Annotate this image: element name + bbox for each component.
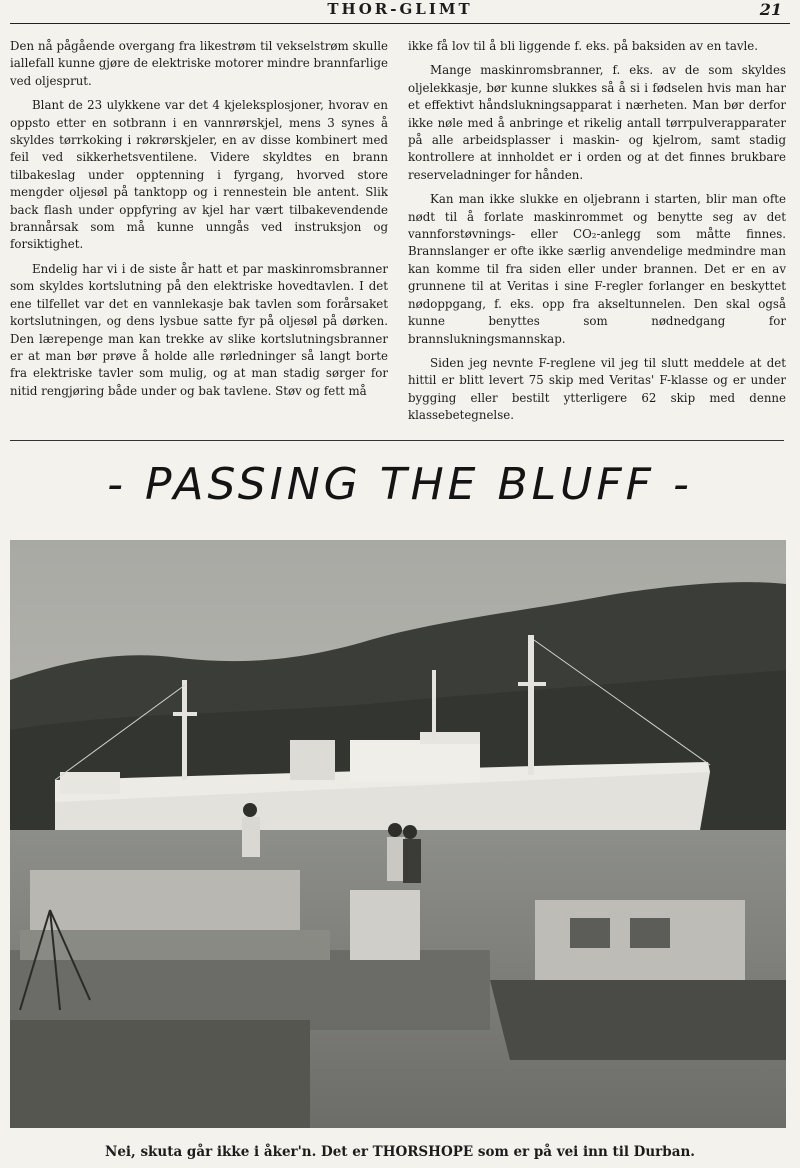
article-paragraph: Endelig har vi i de siste år hatt et par maskinromsbranner som skyldes kortslutning på den elektriske hovedtavlen. I det ene tilfellet var det en vannlekasje bak tavlen som forårsaket kortslutningen, og dens lysbue satte fyr på oljesøl på dørken. Den lærepenge man kan trekke av slike kortslutningsbranner er at man bør prøve å holde alle rørledninger så langt borte fra elektriske tavler som mulig, og at man stadig sørger for nitid rengjøring både under og bak tavlene. Støv og fett må — [10, 261, 388, 398]
magazine-title: THOR-GLIMT — [327, 0, 473, 18]
article-left-column — [10, 38, 388, 430]
section-divider — [10, 440, 784, 441]
article-paragraph: Den nå pågående overgang fra likestrøm til vekselstrøm skulle iallefall kunne gjøre de elektriske motorer mindre brannfarlige ved oljesprut. — [10, 39, 388, 88]
pier-deck — [10, 950, 490, 1030]
boat-cabin-left — [30, 870, 300, 940]
worker-head — [388, 823, 402, 837]
feature-headline: - PASSING THE BLUFF - — [107, 459, 693, 510]
page-number: 21 — [759, 0, 782, 19]
tug-window — [630, 918, 670, 948]
tug-hull — [490, 980, 786, 1060]
worker-body — [387, 837, 405, 881]
harbour-photo — [10, 540, 786, 1128]
fore-mast-yard — [518, 682, 546, 686]
ship-funnel — [290, 740, 335, 780]
fore-mast — [528, 635, 534, 775]
article-paragraph: Blant de 23 ulykkene var det 4 kjeleksplosjoner, hvorav en oppsto etter en sotbrann i en vannrørskjel, mens 3 synes å skyldes tørrkoking i røkrørskjeler, en av disse kombinert med feil ved sikkerhetsventilene. Videre skyldtes en brann tilbakeslag under opptenning i fyrgang, hvorved store mengder oljesøl på tanktopp og i rennestein ble antent. Slik back flash under oppfyring av kjel har vært tilbakevendende brannårsak som må kunne unngås ved instruksjon og forsiktighet. — [10, 98, 388, 252]
caption-ship-name: THORSHOPE — [372, 1144, 474, 1160]
article-paragraph: Kan man ikke slukke en oljebrann i starten, blir man ofte nødt til å forlate maskinrommet og benytte seg av det vannforstøvnings- eller CO₂-anlegg som måtte finnes. Brannslanger er ofte ikke særlig anvendelige medmindre man kan komme til fra siden eller under brannen. Det er en av grunnene til at Veritas i sine F-regler forlanger en beskyttet nødoppgang, f. eks. opp fra akseltunnelen. Den skal også kunne benyttes som nødnedgang for brannslukningsmannskap. — [408, 192, 786, 346]
article-columns — [10, 38, 786, 430]
article-paragraph: Siden jeg nevnte F-reglene vil jeg til slutt meddele at det hittil er blitt levert 75 skip med Veritas' F-klasse og er under bygging eller bestilt ytterligere 62 skip med denne klassebetegnelse. — [408, 355, 786, 423]
article-paragraph: Mange maskinromsbranner, f. eks. av de som skyldes oljelekkasje, bør kunne slukkes så å si i fødselen hvis man har et effektivt håndslukningsapparat i nærheten. Man bør derfor ikke nøle med å anbringe et rikelig antall tørrpulverapparater på alle arbeidsplasser i maskin- og kjelrom, samt stadig kontrollere at innholdet er i orden og at det finnes brukbare reserveladninger for hånden. — [408, 63, 786, 182]
pier-block — [10, 1020, 310, 1128]
worker-body — [403, 839, 421, 883]
worker-head — [403, 825, 417, 839]
photo-caption — [0, 1140, 800, 1164]
ship-photo-illustration — [10, 540, 786, 1128]
caption-text: Nei, skuta går ikke i åker'n. Det er — [105, 1144, 373, 1160]
ship-bridge — [420, 732, 480, 744]
ship-aft-house — [60, 772, 120, 794]
caption-text: som er på vei inn til Durban. — [473, 1144, 695, 1160]
oil-drum — [350, 890, 420, 960]
article-right-column — [408, 38, 786, 430]
aft-mast-yard — [173, 712, 197, 716]
radar-mast — [432, 670, 436, 740]
worker-body — [242, 817, 260, 857]
article-paragraph: ikke få lov til å bli liggende f. eks. på baksiden av en tavle. — [408, 39, 759, 53]
worker-head — [243, 803, 257, 817]
aft-mast — [182, 680, 187, 780]
page-header — [10, 0, 790, 24]
ship-superstructure — [350, 740, 480, 782]
tug-window — [570, 918, 610, 948]
